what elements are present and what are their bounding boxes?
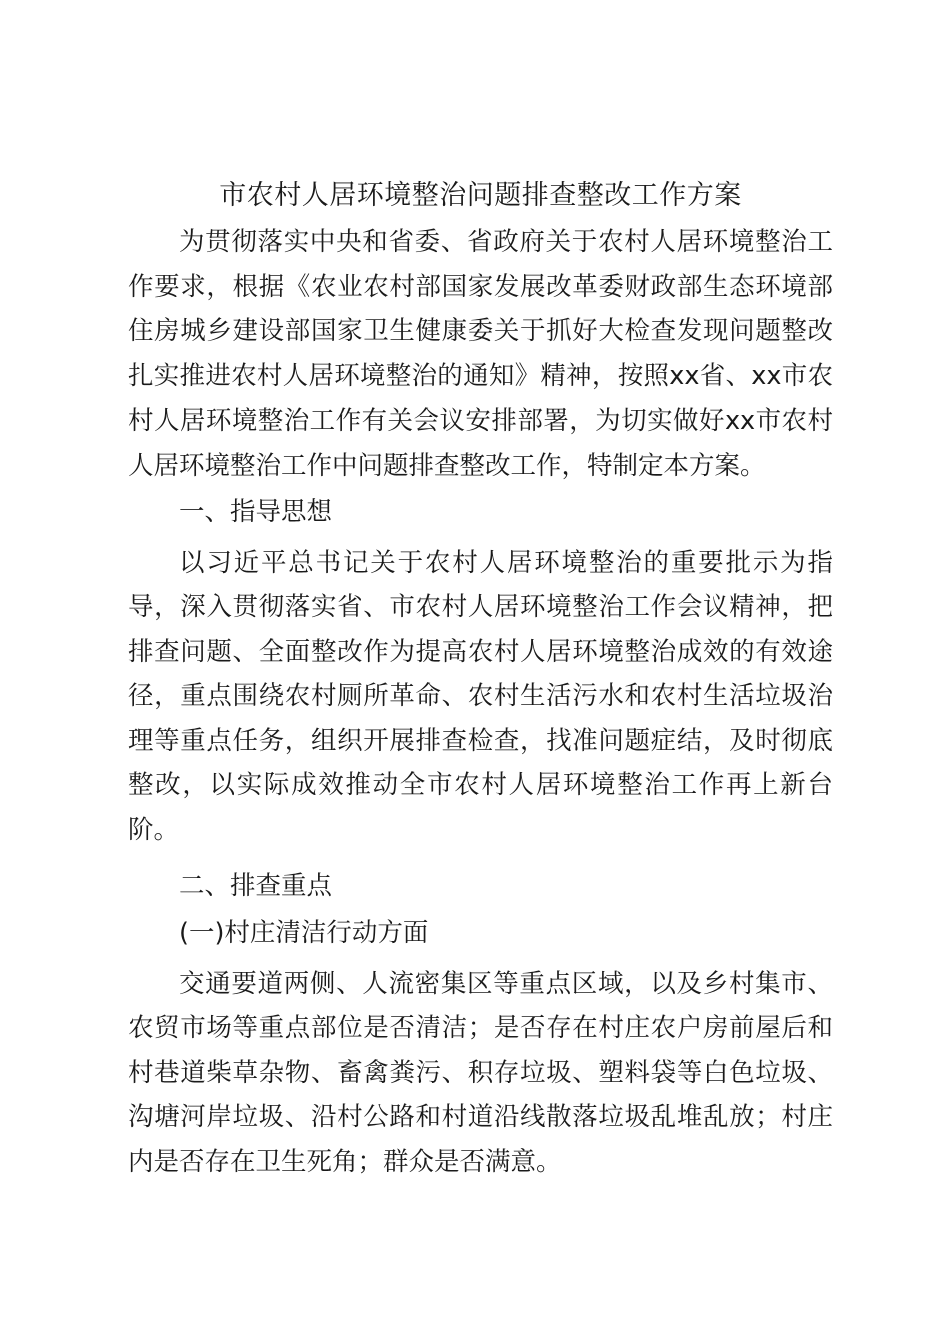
section-heading-guiding-ideology: 一、指导思想 [179, 497, 333, 528]
village-cleaning-paragraph: 交通要道两侧、人流密集区等重点区域，以及乡村集市、农贸市场等重点部位是否清洁；是否存在村庄农户房前屋后和村巷道柴草杂物、畜禽粪污、积存垃圾、塑料袋等白色垃圾、沟塘河岸垃圾、沿村公路和村道沿线散落垃圾乱堆乱放；村庄内是否存在卫生死角；群众是否满意。 [128, 968, 833, 1177]
subsection-heading-village-cleaning: (一)村庄清洁行动方面 [179, 918, 429, 949]
intro-paragraph: 为贯彻落实中央和省委、省政府关于农村人居环境整治工作要求，根据《农业农村部国家发展改革委财政部生态环境部住房城乡建设部国家卫生健康委关于抓好大检查发现问题整改扎实推进农村人居环境整治的通知》精神，按照xx省、xx市农村人居环境整治工作有关会议安排部署，为切实做好xx市农村人居环境整治工作中问题排查整改工作，特制定本方案。 [128, 227, 833, 481]
document-title: 市农村人居环境整治问题排查整改工作方案 [219, 180, 742, 211]
document-page [128, 172, 833, 1184]
section-heading-inspection-focus: 二、排查重点 [179, 871, 333, 902]
guiding-ideology-paragraph: 以习近平总书记关于农村人居环境整治的重要批示为指导，深入贯彻落实省、市农村人居环境整治工作会议精神，把排查问题、全面整改作为提高农村人居环境整治成效的有效途径，重点围绕农村厕所革命、农村生活污水和农村生活垃圾治理等重点任务，组织开展排查检查，找准问题症结，及时彻底整改，以实际成效推动全市农村人居环境整治工作再上新台阶。 [128, 547, 833, 845]
